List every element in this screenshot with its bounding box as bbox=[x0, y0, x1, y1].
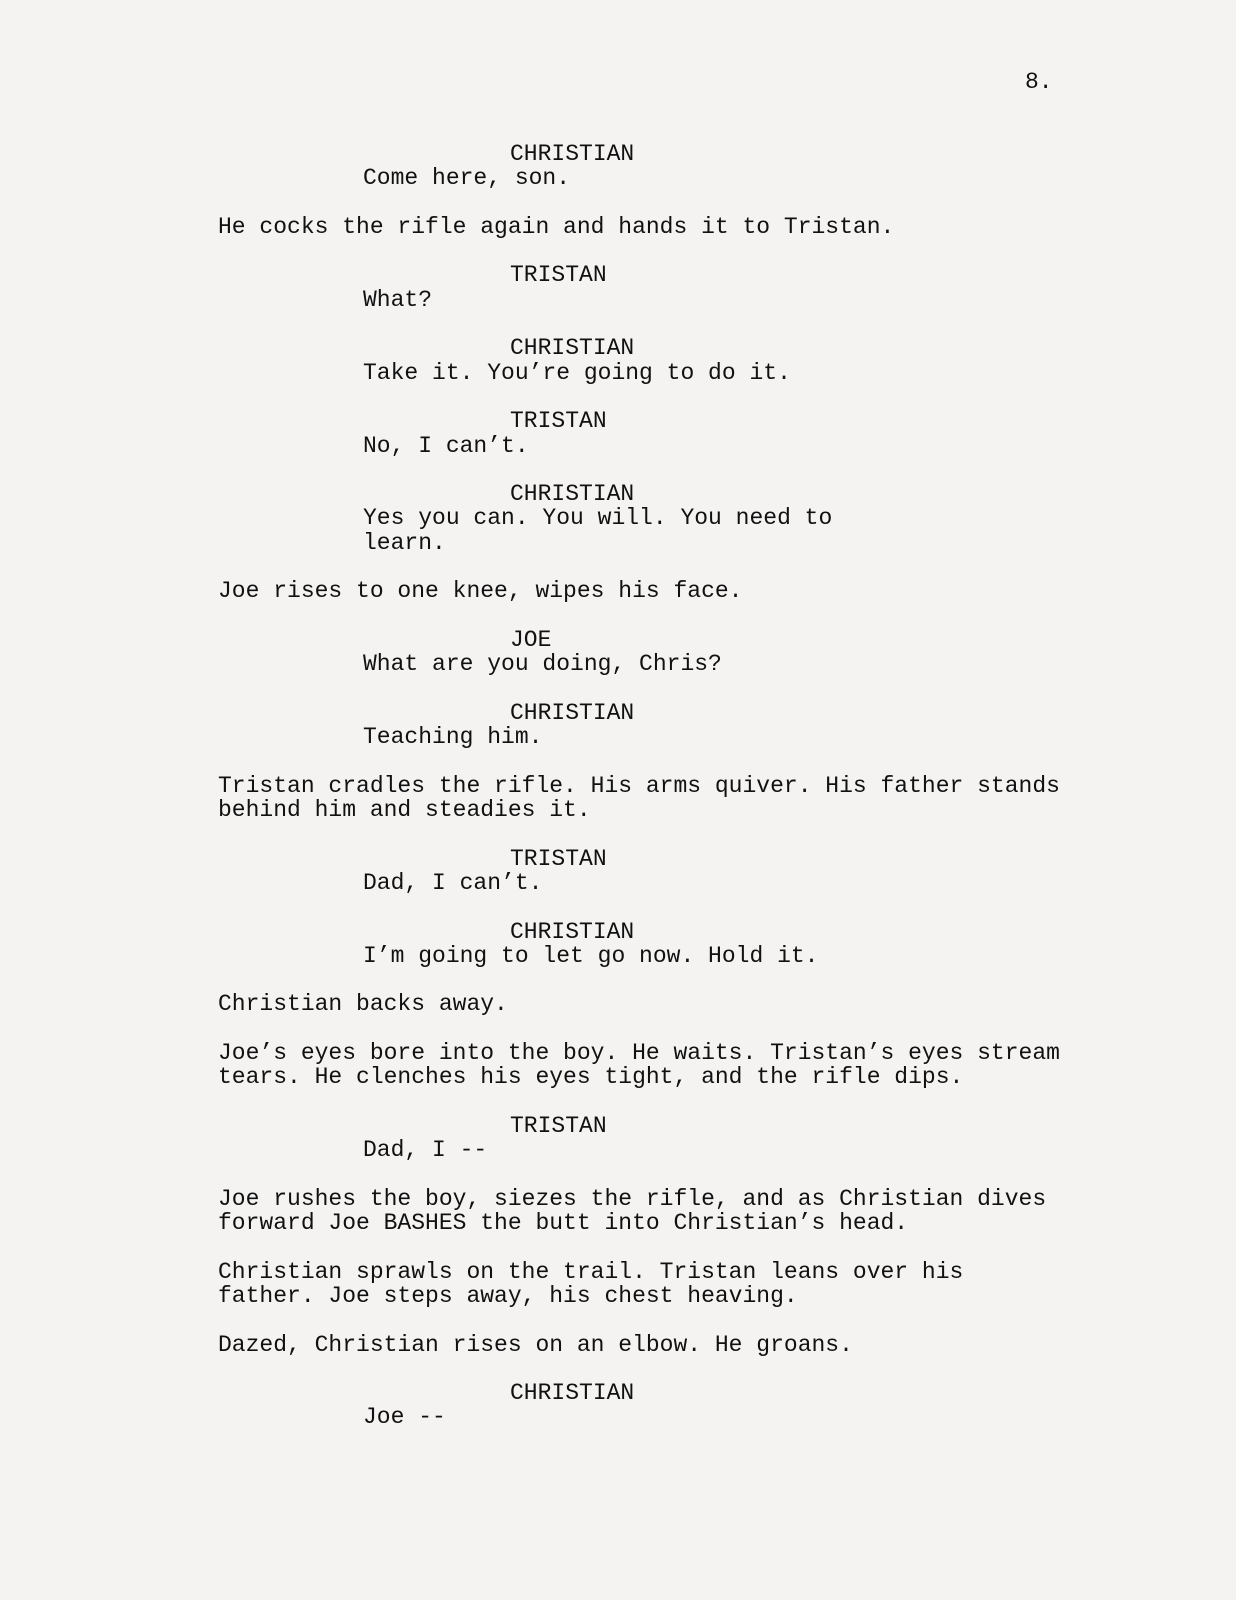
character-name: CHRISTIAN bbox=[510, 699, 635, 726]
character-name: TRISTAN bbox=[510, 845, 607, 872]
dialogue: Come here, son. bbox=[363, 165, 571, 192]
action-line: Joe rushes the boy, siezes the rifle, and as Christian dives forward Joe BASHES the butt into Christian’s head. bbox=[218, 1185, 1047, 1237]
action-line: Joe’s eyes bore into the boy. He waits. Tristan’s eyes stream tears. He clenches his eyes tight, and the rifle dips. bbox=[218, 1039, 1060, 1091]
character-name: TRISTAN bbox=[510, 1112, 607, 1139]
action-line: Tristan cradles the rifle. His arms quiver. His father stands behind him and steadies it. bbox=[218, 772, 1060, 824]
dialogue: No, I can’t. bbox=[363, 432, 529, 459]
character-name: TRISTAN bbox=[510, 408, 607, 435]
character-name: CHRISTIAN bbox=[510, 1380, 635, 1407]
character-name: CHRISTIAN bbox=[510, 141, 635, 167]
action-line: Christian backs away. bbox=[218, 991, 508, 1018]
dialogue: Yes you can. You will. You need to learn. bbox=[363, 505, 833, 556]
character-name: CHRISTIAN bbox=[510, 918, 635, 945]
dialogue: Take it. You’re going to do it. bbox=[363, 359, 791, 386]
character-name: CHRISTIAN bbox=[510, 481, 635, 508]
dialogue: Dad, I can’t. bbox=[363, 869, 543, 896]
dialogue: What? bbox=[363, 286, 433, 313]
character-name: TRISTAN bbox=[510, 262, 607, 289]
action-line: He cocks the rifle again and hands it to Tristan. bbox=[218, 213, 895, 240]
action-line: Dazed, Christian rises on an elbow. He groans. bbox=[218, 1331, 853, 1358]
action-line: Christian sprawls on the trail. Tristan leans over his father. Joe steps away, his chest heaving. bbox=[218, 1258, 964, 1309]
page-number: 8. bbox=[1025, 69, 1053, 95]
action-line: Joe rises to one knee, wipes his face. bbox=[218, 578, 743, 605]
dialogue: What are you doing, Chris? bbox=[363, 651, 722, 678]
dialogue: I’m going to let go now. Hold it. bbox=[363, 942, 819, 969]
dialogue: Joe -- bbox=[363, 1404, 446, 1431]
dialogue: Teaching him. bbox=[363, 724, 543, 751]
character-name: CHRISTIAN bbox=[510, 335, 635, 362]
screenplay-body bbox=[218, 142, 1098, 1430]
character-name: JOE bbox=[510, 626, 552, 653]
dialogue: Dad, I -- bbox=[363, 1137, 488, 1164]
